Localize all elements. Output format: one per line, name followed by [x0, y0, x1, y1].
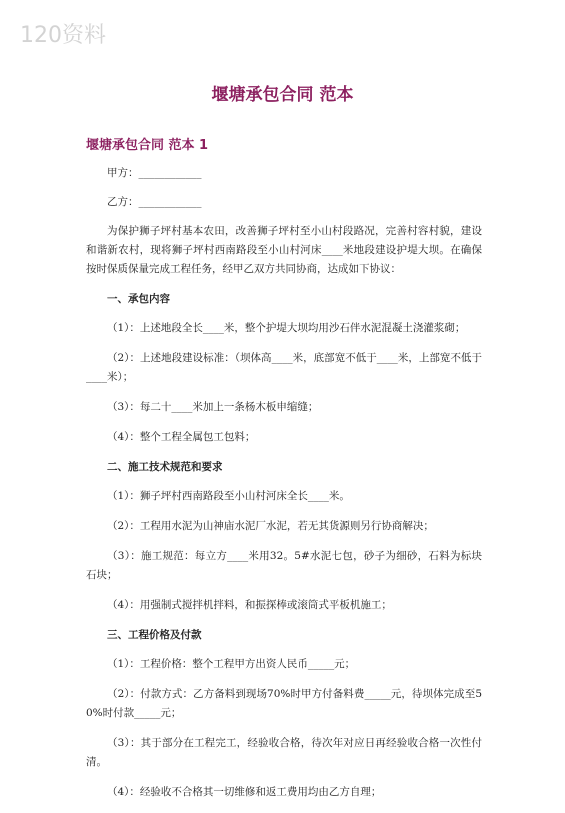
watermark: 120资料 — [20, 23, 106, 48]
intro-paragraph: 为保护狮子坪村基本农田，改善狮子坪村至小山村段路况，完善村容村貌，建设和谐新农村，现将狮子坪村西南路段至小山村河床____米地段建设护堤大坝。在确保按时保质保量完成工程任务，经甲乙双方共同协商，达成如下协议： — [86, 225, 482, 275]
heading-price-payment: 三、工程价格及付款 — [107, 629, 202, 641]
clause-item: （1）：工程价格：整个工程甲方出资人民币_____元； — [107, 658, 356, 670]
party-a-line: 甲方：____________ — [107, 167, 202, 179]
document-title: 堰塘承包合同 范本 — [211, 85, 354, 105]
clause-item: （1）：上述地段全长____米，整个护堤大坝均用沙石伴水泥混凝土浇灌浆砌； — [107, 322, 466, 334]
contract-body — [86, 164, 482, 813]
clause-item: （1）：狮子坪村西南路段至小山村河床全长____米。 — [107, 490, 350, 502]
section-title: 堰塘承包合同 范本 1 — [86, 138, 209, 153]
heading-technical-specs: 二、施工技术规范和要求 — [107, 461, 223, 473]
clause-item: （4）：经验收不合格其一切维修和返工费用均由乙方自理； — [107, 786, 382, 798]
clause-item: （3）：其于部分在工程完工，经验收合格，待次年对应日再经验收合格一次性付清。 — [86, 737, 482, 768]
clause-item: （4）：整个工程全属包工包料； — [107, 431, 256, 443]
clause-item: （2）：工程用水泥为山神庙水泥厂水泥，若无其货源则另行协商解决； — [107, 520, 434, 532]
clause-item: （3）：施工规范：每立方____米用32。5#水泥七包，砂子为细砂，石料为标块石块； — [86, 550, 482, 581]
heading-contract-scope: 一、承包内容 — [107, 293, 170, 305]
party-b-line: 乙方：____________ — [107, 196, 202, 208]
clause-item: （4）：用强制式搅拌机拌料，和振探棒或滚筒式平板机施工； — [107, 599, 392, 611]
clause-item: （2）：上述地段建设标准：（坝体高____米，底部宽不低于____米，上部宽不低于____米）； — [86, 352, 482, 383]
clause-item: （2）：付款方式：乙方备料到现场70%时甲方付备料费_____元，待坝体完成至50%时付款_____元； — [86, 688, 482, 719]
clause-item: （3）：每二十____米加上一条杨木板申缩缝； — [107, 401, 319, 413]
